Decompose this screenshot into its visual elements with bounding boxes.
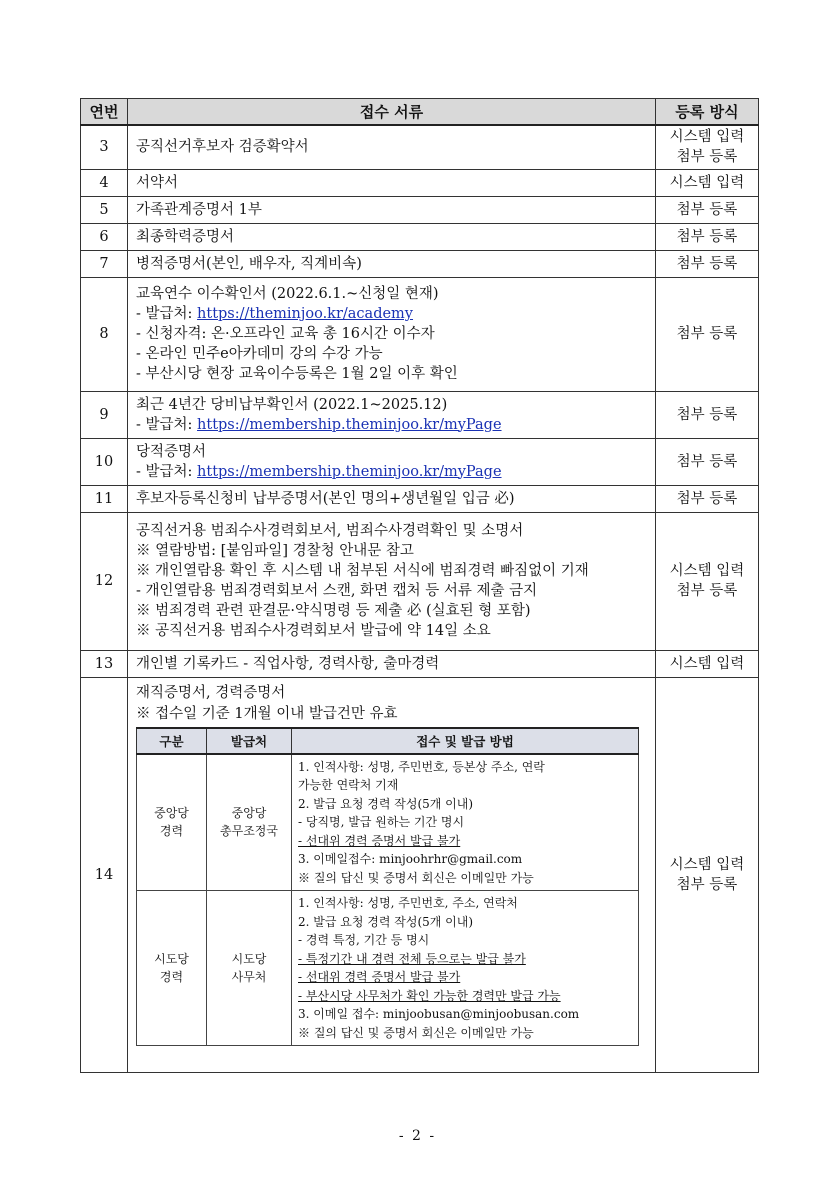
document-line-text: - 신청자격: 온·오프라인 교육 총 16시간 이수자 bbox=[136, 326, 435, 342]
document-line-text: 가족관계증명서 1부 bbox=[136, 201, 262, 218]
document-line bbox=[136, 521, 647, 541]
document-cell bbox=[128, 485, 656, 512]
document-line bbox=[136, 442, 647, 462]
document-line bbox=[136, 581, 647, 601]
document-cell bbox=[128, 438, 656, 485]
inner-row bbox=[137, 891, 639, 1046]
header-registration: 등록 방식 bbox=[656, 99, 759, 126]
registration-method: 시스템 입력 bbox=[669, 129, 745, 146]
row-number: 14 bbox=[81, 677, 128, 1072]
document-line-text: - 부산시당 현장 교육이수등록은 1월 2일 이후 확인 bbox=[136, 366, 458, 382]
registration-method: 시스템 입력 bbox=[669, 174, 745, 191]
document-line-text: ※ 공직선거용 범죄수사경력회보서 발급에 약 14일 소요 bbox=[136, 623, 491, 639]
method-line: 가능한 연락처 기재 bbox=[298, 778, 399, 792]
row-number: 11 bbox=[81, 485, 128, 512]
issuer-link[interactable]: https://membership.theminjoo.kr/myPage bbox=[197, 463, 502, 480]
document-cell bbox=[128, 677, 656, 1072]
document-line-text: - 발급처: bbox=[136, 463, 198, 480]
table-row bbox=[81, 391, 759, 438]
career-certificate-table bbox=[136, 727, 639, 1047]
issuer-cell bbox=[207, 754, 292, 891]
registration-method: 첨부 등록 bbox=[676, 255, 738, 272]
document-line bbox=[136, 200, 647, 220]
issuer-text: 사무처 bbox=[231, 970, 267, 984]
issuer-text: 총무조정국 bbox=[220, 824, 278, 839]
table-row bbox=[81, 512, 759, 650]
document-line-text: 공직선거용 범죄수사경력회보서, 범죄수사경력확인 및 소명서 bbox=[136, 523, 524, 539]
document-cell bbox=[128, 277, 656, 391]
registration-method: 첨부 등록 bbox=[676, 406, 738, 423]
document-line-text: ※ 접수일 기준 1개월 이내 발급건만 유효 bbox=[136, 705, 398, 722]
method-line: 2. 발급 요청 경력 작성(5개 이내) bbox=[298, 796, 474, 811]
method-cell bbox=[292, 891, 639, 1046]
document-line bbox=[136, 415, 647, 435]
document-line-text: ※ 열람방법: [붙임파일] 경찰청 안내문 참고 bbox=[136, 543, 414, 559]
method-line: 1. 인적사항: 성명, 주민번호, 등본상 주소, 연락 bbox=[298, 759, 545, 774]
document-line bbox=[136, 227, 647, 247]
document-line bbox=[136, 395, 647, 415]
issuer-link[interactable]: https://theminjoo.kr/academy bbox=[197, 306, 414, 322]
career-type-text: 경력 bbox=[159, 970, 184, 984]
document-content bbox=[128, 678, 655, 1053]
inner-header-cell: 발급처 bbox=[207, 728, 292, 754]
registration-method: 첨부 등록 bbox=[676, 876, 738, 893]
inner-header-cell: 구분 bbox=[137, 728, 207, 754]
document-line bbox=[136, 489, 647, 509]
method-line: 3. 이메일접수: minjoohrhr@gmail.com bbox=[298, 852, 523, 866]
document-cell bbox=[128, 250, 656, 277]
registration-method: 첨부 등록 bbox=[676, 583, 738, 599]
career-type-text: 경력 bbox=[159, 824, 184, 839]
document-line bbox=[136, 681, 645, 702]
document-line bbox=[136, 601, 647, 621]
document-line-text: 서약서 bbox=[136, 174, 179, 191]
registration-method: 첨부 등록 bbox=[676, 326, 738, 342]
issuer-text: 시도당 bbox=[231, 952, 267, 966]
document-line-text: 최종학력증명서 bbox=[136, 228, 235, 245]
method-line: 2. 발급 요청 경력 작성(5개 이내) bbox=[298, 914, 474, 929]
document-cell bbox=[128, 391, 656, 438]
header-no: 연번 bbox=[81, 99, 128, 126]
document-line bbox=[136, 702, 645, 723]
header-documents: 접수 서류 bbox=[128, 99, 656, 126]
document-cell bbox=[128, 125, 656, 169]
table-row bbox=[81, 485, 759, 512]
registration-method: 첨부 등록 bbox=[676, 490, 738, 507]
method-cell bbox=[292, 754, 639, 891]
registration-cell bbox=[656, 169, 759, 196]
document-line bbox=[136, 621, 647, 641]
method-line: ※ 질의 답신 및 증명서 회신은 이메일만 가능 bbox=[298, 870, 534, 885]
inner-header-row bbox=[137, 728, 639, 754]
document-line bbox=[136, 364, 647, 384]
table-row bbox=[81, 650, 759, 677]
document-cell bbox=[128, 169, 656, 196]
document-line bbox=[136, 284, 647, 304]
issuer-link[interactable]: https://membership.theminjoo.kr/myPage bbox=[197, 416, 502, 433]
row-number: 8 bbox=[81, 277, 128, 391]
registration-method: 첨부 등록 bbox=[676, 228, 738, 245]
table-header-row bbox=[81, 99, 759, 126]
row-number: 12 bbox=[81, 512, 128, 650]
registration-cell bbox=[656, 512, 759, 650]
inner-row bbox=[137, 754, 639, 891]
registration-method: 첨부 등록 bbox=[676, 149, 738, 166]
document-line-text: - 발급처: bbox=[136, 416, 198, 433]
issuer-cell bbox=[207, 891, 292, 1046]
registration-cell bbox=[656, 391, 759, 438]
document-line-text: 최근 4년간 당비납부확인서 (2022.1~2025.12) bbox=[136, 396, 448, 413]
method-line: - 부산시당 사무처가 확인 가능한 경력만 발급 가능 bbox=[298, 988, 561, 1003]
registration-method: 첨부 등록 bbox=[676, 453, 738, 470]
document-line-text: - 발급처: bbox=[136, 306, 198, 322]
career-type-cell bbox=[137, 891, 207, 1046]
row-number: 10 bbox=[81, 438, 128, 485]
row-number: 3 bbox=[81, 125, 128, 169]
document-line-text: 교육연수 이수확인서 (2022.6.1.~신청일 현재) bbox=[136, 286, 439, 302]
registration-method: 시스템 입력 bbox=[669, 655, 745, 672]
registration-method: 시스템 입력 bbox=[669, 563, 745, 579]
document-line bbox=[136, 541, 647, 561]
document-line-text: - 온라인 민주e아카데미 강의 수강 가능 bbox=[136, 346, 383, 362]
registration-cell bbox=[656, 485, 759, 512]
registration-cell bbox=[656, 438, 759, 485]
document-cell bbox=[128, 196, 656, 223]
document-line bbox=[136, 173, 647, 193]
document-line-text: ※ 개인열람용 확인 후 시스템 내 첨부된 서식에 범죄경력 빠짐없이 기재 bbox=[136, 563, 589, 579]
method-line: - 선대위 경력 증명서 발급 불가 bbox=[298, 970, 461, 984]
registration-cell bbox=[656, 223, 759, 250]
document-line-text: 개인별 기록카드 - 직업사항, 경력사항, 출마경력 bbox=[136, 655, 440, 672]
document-line-text: 공직선거후보자 검증확약서 bbox=[136, 139, 309, 156]
table-row bbox=[81, 250, 759, 277]
table-row bbox=[81, 125, 759, 169]
document-line bbox=[136, 561, 647, 581]
row-number: 6 bbox=[81, 223, 128, 250]
document-cell bbox=[128, 512, 656, 650]
table-row bbox=[81, 223, 759, 250]
method-line: 3. 이메일 접수: minjoobusan@minjoobusan.com bbox=[298, 1007, 580, 1021]
row-number: 7 bbox=[81, 250, 128, 277]
registration-cell bbox=[656, 250, 759, 277]
career-type-cell bbox=[137, 754, 207, 891]
method-line: - 특정기간 내 경력 전체 등으로는 발급 불가 bbox=[298, 951, 526, 966]
registration-cell bbox=[656, 650, 759, 677]
issuer-text: 중앙당 bbox=[231, 806, 267, 821]
method-line: 1. 인적사항: 성명, 주민번호, 주소, 연락처 bbox=[298, 896, 518, 910]
registration-method: 시스템 입력 bbox=[669, 856, 745, 873]
table-row bbox=[81, 196, 759, 223]
row-number: 5 bbox=[81, 196, 128, 223]
documents-table bbox=[80, 98, 759, 1073]
document-line bbox=[136, 462, 647, 482]
page-number: - 2 - bbox=[398, 1128, 437, 1144]
document-line-text: 당적증명서 bbox=[136, 443, 207, 460]
row-number: 13 bbox=[81, 650, 128, 677]
row-number: 9 bbox=[81, 391, 128, 438]
table-row bbox=[81, 169, 759, 196]
table-row bbox=[81, 677, 759, 1072]
table-row bbox=[81, 277, 759, 391]
document-line-text: ※ 범죄경력 관련 판결문·약식명령 등 제출 必 (실효된 형 포함) bbox=[136, 603, 531, 619]
document-line bbox=[136, 137, 647, 157]
method-line: - 경력 특정, 기간 등 명시 bbox=[298, 933, 430, 947]
career-type-text: 중앙당 bbox=[154, 806, 189, 821]
document-line-text: 병적증명서(본인, 배우자, 직계비속) bbox=[136, 255, 362, 272]
document-line-text: 재직증명서, 경력증명서 bbox=[136, 684, 286, 701]
registration-cell bbox=[656, 677, 759, 1072]
row-number: 4 bbox=[81, 169, 128, 196]
registration-method: 첨부 등록 bbox=[676, 201, 738, 218]
registration-cell bbox=[656, 277, 759, 391]
table-row bbox=[81, 438, 759, 485]
registration-cell bbox=[656, 125, 759, 169]
registration-cell bbox=[656, 196, 759, 223]
document-line-text: 후보자등록신청비 납부증명서(본인 명의+생년월일 입금 必) bbox=[136, 490, 515, 507]
document-line bbox=[136, 654, 647, 674]
document-line bbox=[136, 344, 647, 364]
career-type-text: 시도당 bbox=[154, 952, 189, 966]
document-line bbox=[136, 254, 647, 274]
document-line bbox=[136, 324, 647, 344]
document-line bbox=[136, 304, 647, 324]
document-cell bbox=[128, 223, 656, 250]
document-cell bbox=[128, 650, 656, 677]
document-page bbox=[80, 98, 758, 1073]
method-line: - 당직명, 발급 원하는 기간 명시 bbox=[298, 815, 465, 829]
method-line: - 선대위 경력 증명서 발급 불가 bbox=[298, 833, 461, 848]
document-line-text: - 개인열람용 범죄경력회보서 스캔, 화면 캡처 등 서류 제출 금지 bbox=[136, 583, 538, 599]
inner-header-cell: 접수 및 발급 방법 bbox=[292, 728, 639, 754]
method-line: ※ 질의 답신 및 증명서 회신은 이메일만 가능 bbox=[298, 1025, 534, 1040]
